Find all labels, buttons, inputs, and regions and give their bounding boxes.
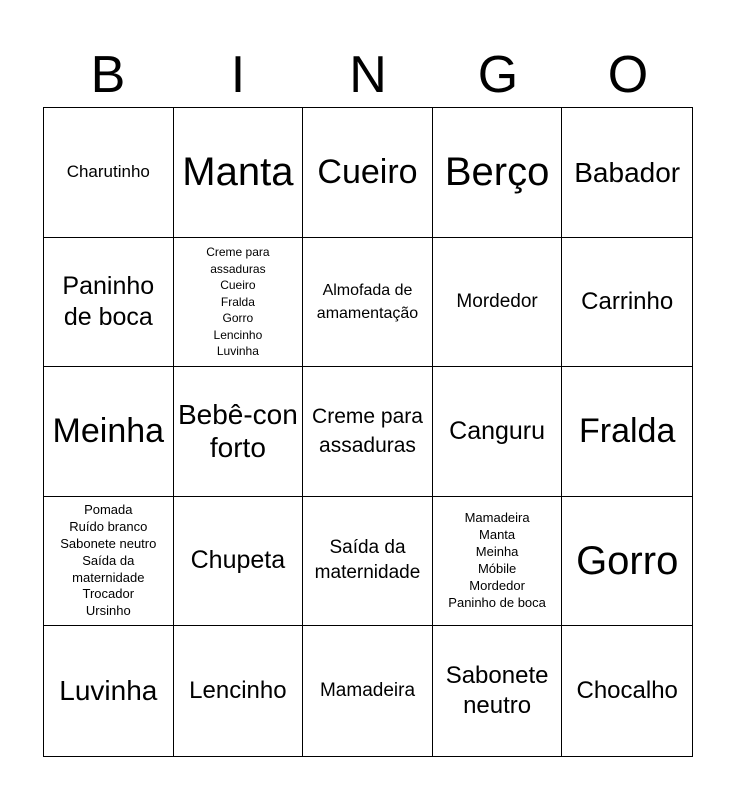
cell-text: Almofada de amamentação xyxy=(316,281,419,322)
bingo-cell[interactable] xyxy=(174,497,304,627)
header-letter-i: I xyxy=(230,46,246,104)
bingo-cell[interactable] xyxy=(303,497,433,627)
bingo-cell[interactable] xyxy=(303,108,433,238)
bingo-cell[interactable] xyxy=(44,497,174,627)
bingo-cell[interactable] xyxy=(44,626,174,756)
bingo-cell[interactable] xyxy=(433,367,563,497)
cell-text: Bebê-conforto xyxy=(177,398,298,464)
bingo-cell[interactable] xyxy=(44,367,174,497)
cell-text: Charutinho xyxy=(66,162,150,182)
bingo-board xyxy=(43,107,693,757)
bingo-cell[interactable] xyxy=(433,626,563,756)
cell-text: Gorro xyxy=(576,539,679,584)
bingo-cell[interactable] xyxy=(562,626,692,756)
cell-text: Chocalho xyxy=(576,677,678,705)
cell-text: Cueiro xyxy=(317,152,418,191)
cell-text: Lencinho xyxy=(189,677,287,705)
cell-text: Canguru xyxy=(449,416,546,445)
cell-text: Berço xyxy=(444,150,550,195)
cell-text: Pomada Ruído branco Sabonete neutro Saída da maternidade Trocador Ursinho xyxy=(60,501,157,619)
cell-text: Paninho de boca xyxy=(62,271,155,331)
bingo-cell[interactable] xyxy=(562,238,692,368)
cell-text: Babador xyxy=(574,156,681,188)
bingo-header xyxy=(43,44,693,106)
cell-text: Chupeta xyxy=(190,546,286,575)
cell-text: Saída da maternidade xyxy=(314,537,421,584)
cell-text: Creme para assaduras xyxy=(312,405,423,458)
bingo-cell[interactable] xyxy=(303,238,433,368)
cell-text: Fralda xyxy=(579,411,676,450)
header-letter-b: B xyxy=(90,46,126,104)
bingo-cell[interactable] xyxy=(174,238,304,368)
bingo-cell[interactable] xyxy=(433,238,563,368)
cell-text: Manta xyxy=(182,150,294,195)
cell-text: Luvinha xyxy=(59,675,158,707)
cell-text: Meinha xyxy=(52,411,165,450)
bingo-cell[interactable] xyxy=(174,108,304,238)
header-letter-g: G xyxy=(477,46,519,104)
bingo-cell[interactable] xyxy=(44,238,174,368)
cell-text: Mamadeira xyxy=(319,679,416,701)
cell-text: Sabonete neutro xyxy=(445,662,549,720)
cell-text: Mamadeira Manta Meinha Móbile Mordedor Paninho de boca xyxy=(448,510,546,610)
bingo-cell[interactable] xyxy=(433,497,563,627)
bingo-cell[interactable] xyxy=(44,108,174,238)
bingo-cell[interactable] xyxy=(174,626,304,756)
cell-text: Creme para assaduras Cueiro Fralda Gorro Lencinho Luvinha xyxy=(206,244,270,359)
bingo-cell[interactable] xyxy=(303,626,433,756)
bingo-cell[interactable] xyxy=(562,108,692,238)
cell-text: Carrinho xyxy=(581,287,674,315)
bingo-cell[interactable] xyxy=(303,367,433,497)
header-letter-n: N xyxy=(349,46,387,104)
bingo-cell[interactable] xyxy=(562,367,692,497)
bingo-cell[interactable] xyxy=(562,497,692,627)
bingo-cell[interactable] xyxy=(174,367,304,497)
cell-text: Mordedor xyxy=(456,290,538,312)
bingo-cell[interactable] xyxy=(433,108,563,238)
header-letter-o: O xyxy=(607,46,649,104)
